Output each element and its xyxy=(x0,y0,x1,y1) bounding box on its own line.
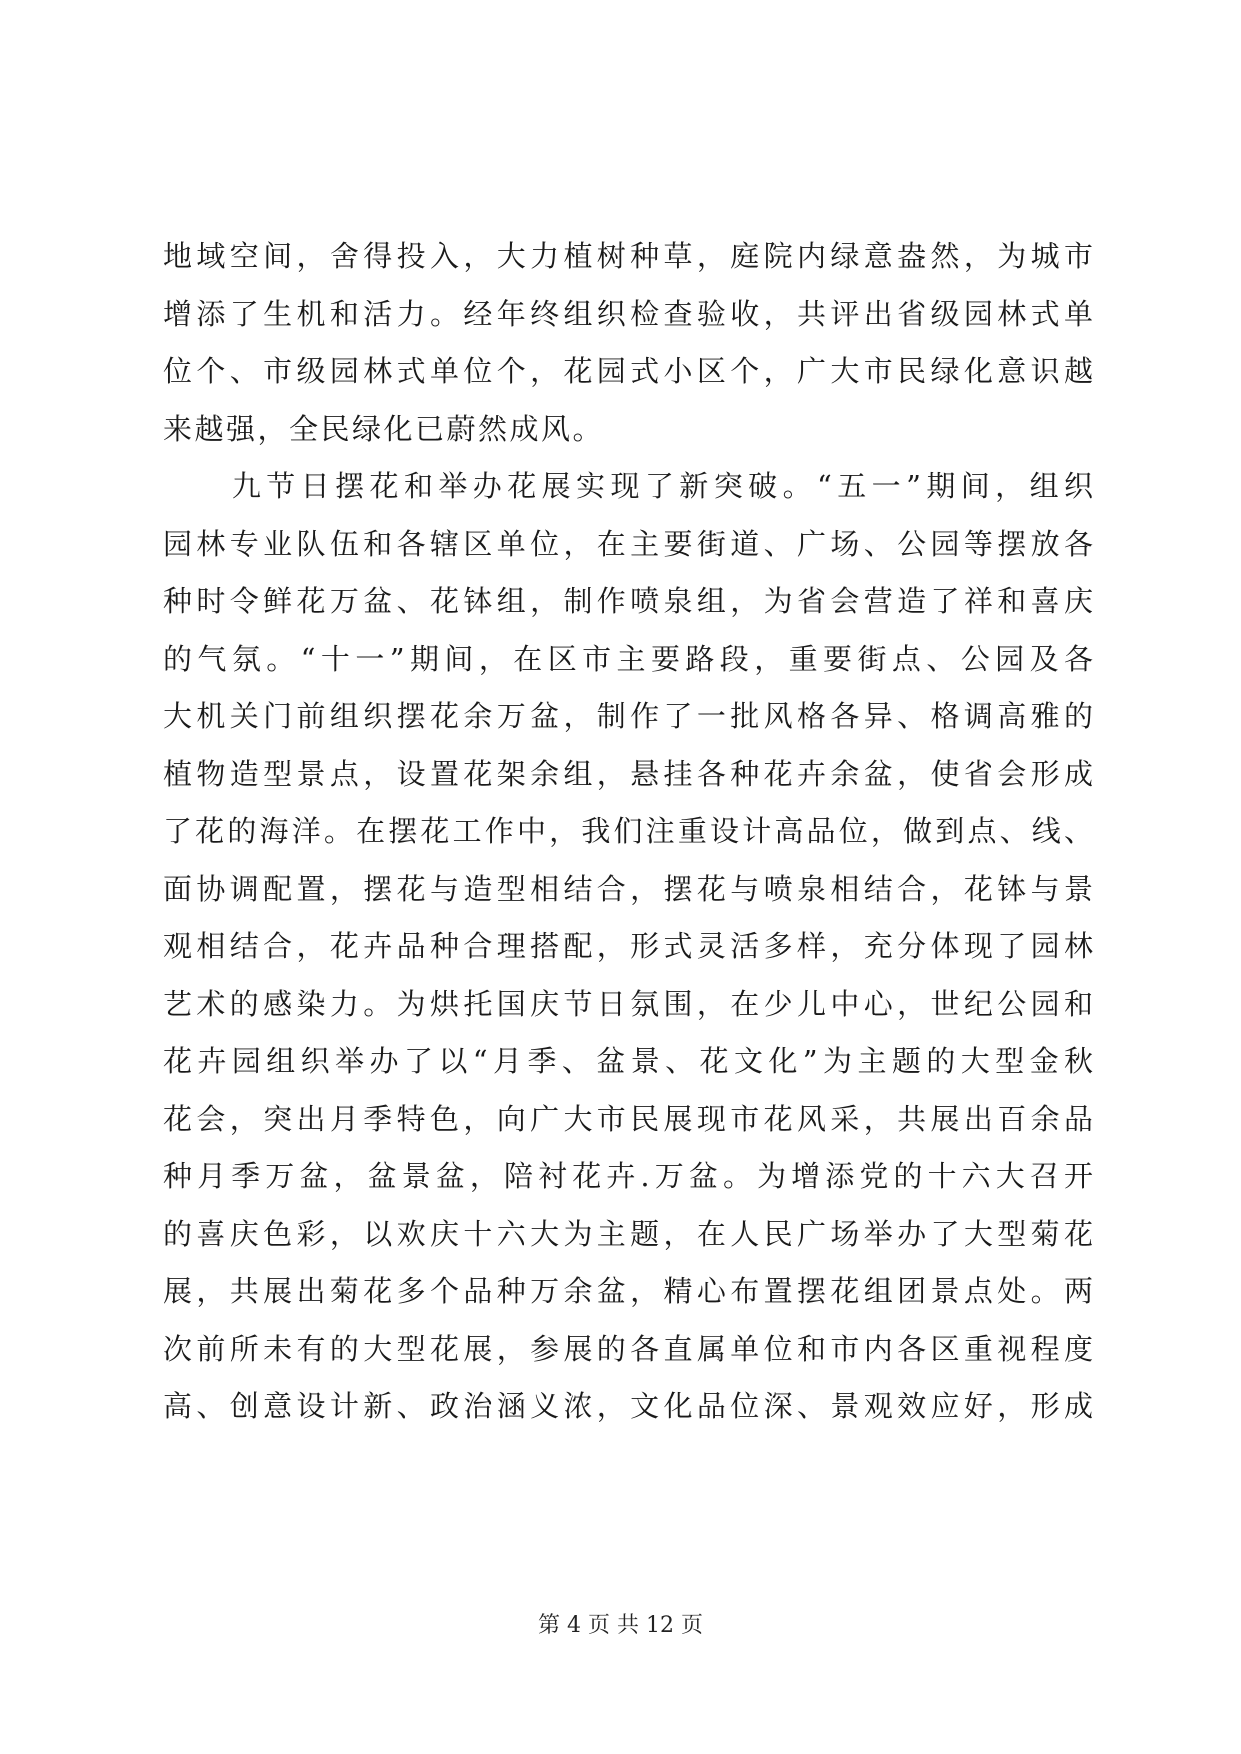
text-line: 大机关门前组织摆花余万盆，制作了一批风格各异、格调高雅的 xyxy=(163,699,1093,733)
text-line: 花卉园组织举办了以“月季、盆景、花文化”为主题的大型金秋 xyxy=(163,1044,1093,1078)
text-line: 地域空间，舍得投入，大力植树种草，庭院内绿意盎然，为城市 xyxy=(163,239,1093,273)
text-line: 高、创意设计新、政治涵义浓，文化品位深、景观效应好，形成 xyxy=(163,1389,1093,1423)
body-text xyxy=(163,228,1093,1436)
text-line: 来越强，全民绿化已蔚然成风。 xyxy=(163,411,605,446)
text-line: 花会，突出月季特色，向广大市民展现市花风采，共展出百余品 xyxy=(163,1101,1093,1136)
text-line: 艺术的感染力。为烘托国庆节日氛围，在少儿中心，世纪公园和 xyxy=(163,986,1093,1021)
text-line: 种时令鲜花万盆、花钵组，制作喷泉组，为省会营造了祥和喜庆 xyxy=(163,584,1093,618)
text-line: 九节日摆花和举办花展实现了新突破。“五一”期间，组织 xyxy=(163,469,1093,503)
text-line: 了花的海洋。在摆花工作中，我们注重设计高品位，做到点、线、 xyxy=(163,814,1093,848)
text-line: 展，共展出菊花多个品种万余盆，精心布置摆花组团景点处。两 xyxy=(163,1274,1093,1308)
text-line: 园林专业队伍和各辖区单位，在主要街道、广场、公园等摆放各 xyxy=(163,526,1093,561)
text-line: 种月季万盆，盆景盆，陪衬花卉.万盆。为增添党的十六大召开 xyxy=(163,1159,1093,1193)
text-line: 植物造型景点，设置花架余组，悬挂各种花卉余盆，使省会形成 xyxy=(163,756,1093,791)
text-line: 位个、市级园林式单位个，花园式小区个，广大市民绿化意识越 xyxy=(163,354,1093,388)
text-line: 观相结合，花卉品种合理搭配，形式灵活多样，充分体现了园林 xyxy=(163,929,1093,963)
text-line: 增添了生机和活力。经年终组织检查验收，共评出省级园林式单 xyxy=(163,296,1093,331)
page-number-footer: 第 4 页 共 12 页 xyxy=(538,1613,703,1638)
text-line: 面协调配置，摆花与造型相结合，摆花与喷泉相结合，花钵与景 xyxy=(163,871,1093,906)
text-line: 的喜庆色彩，以欢庆十六大为主题，在人民广场举办了大型菊花 xyxy=(163,1216,1093,1251)
text-line: 次前所未有的大型花展，参展的各直属单位和市内各区重视程度 xyxy=(163,1331,1093,1366)
text-line: 的气氛。“十一”期间，在区市主要路段，重要街点、公园及各 xyxy=(163,641,1093,676)
